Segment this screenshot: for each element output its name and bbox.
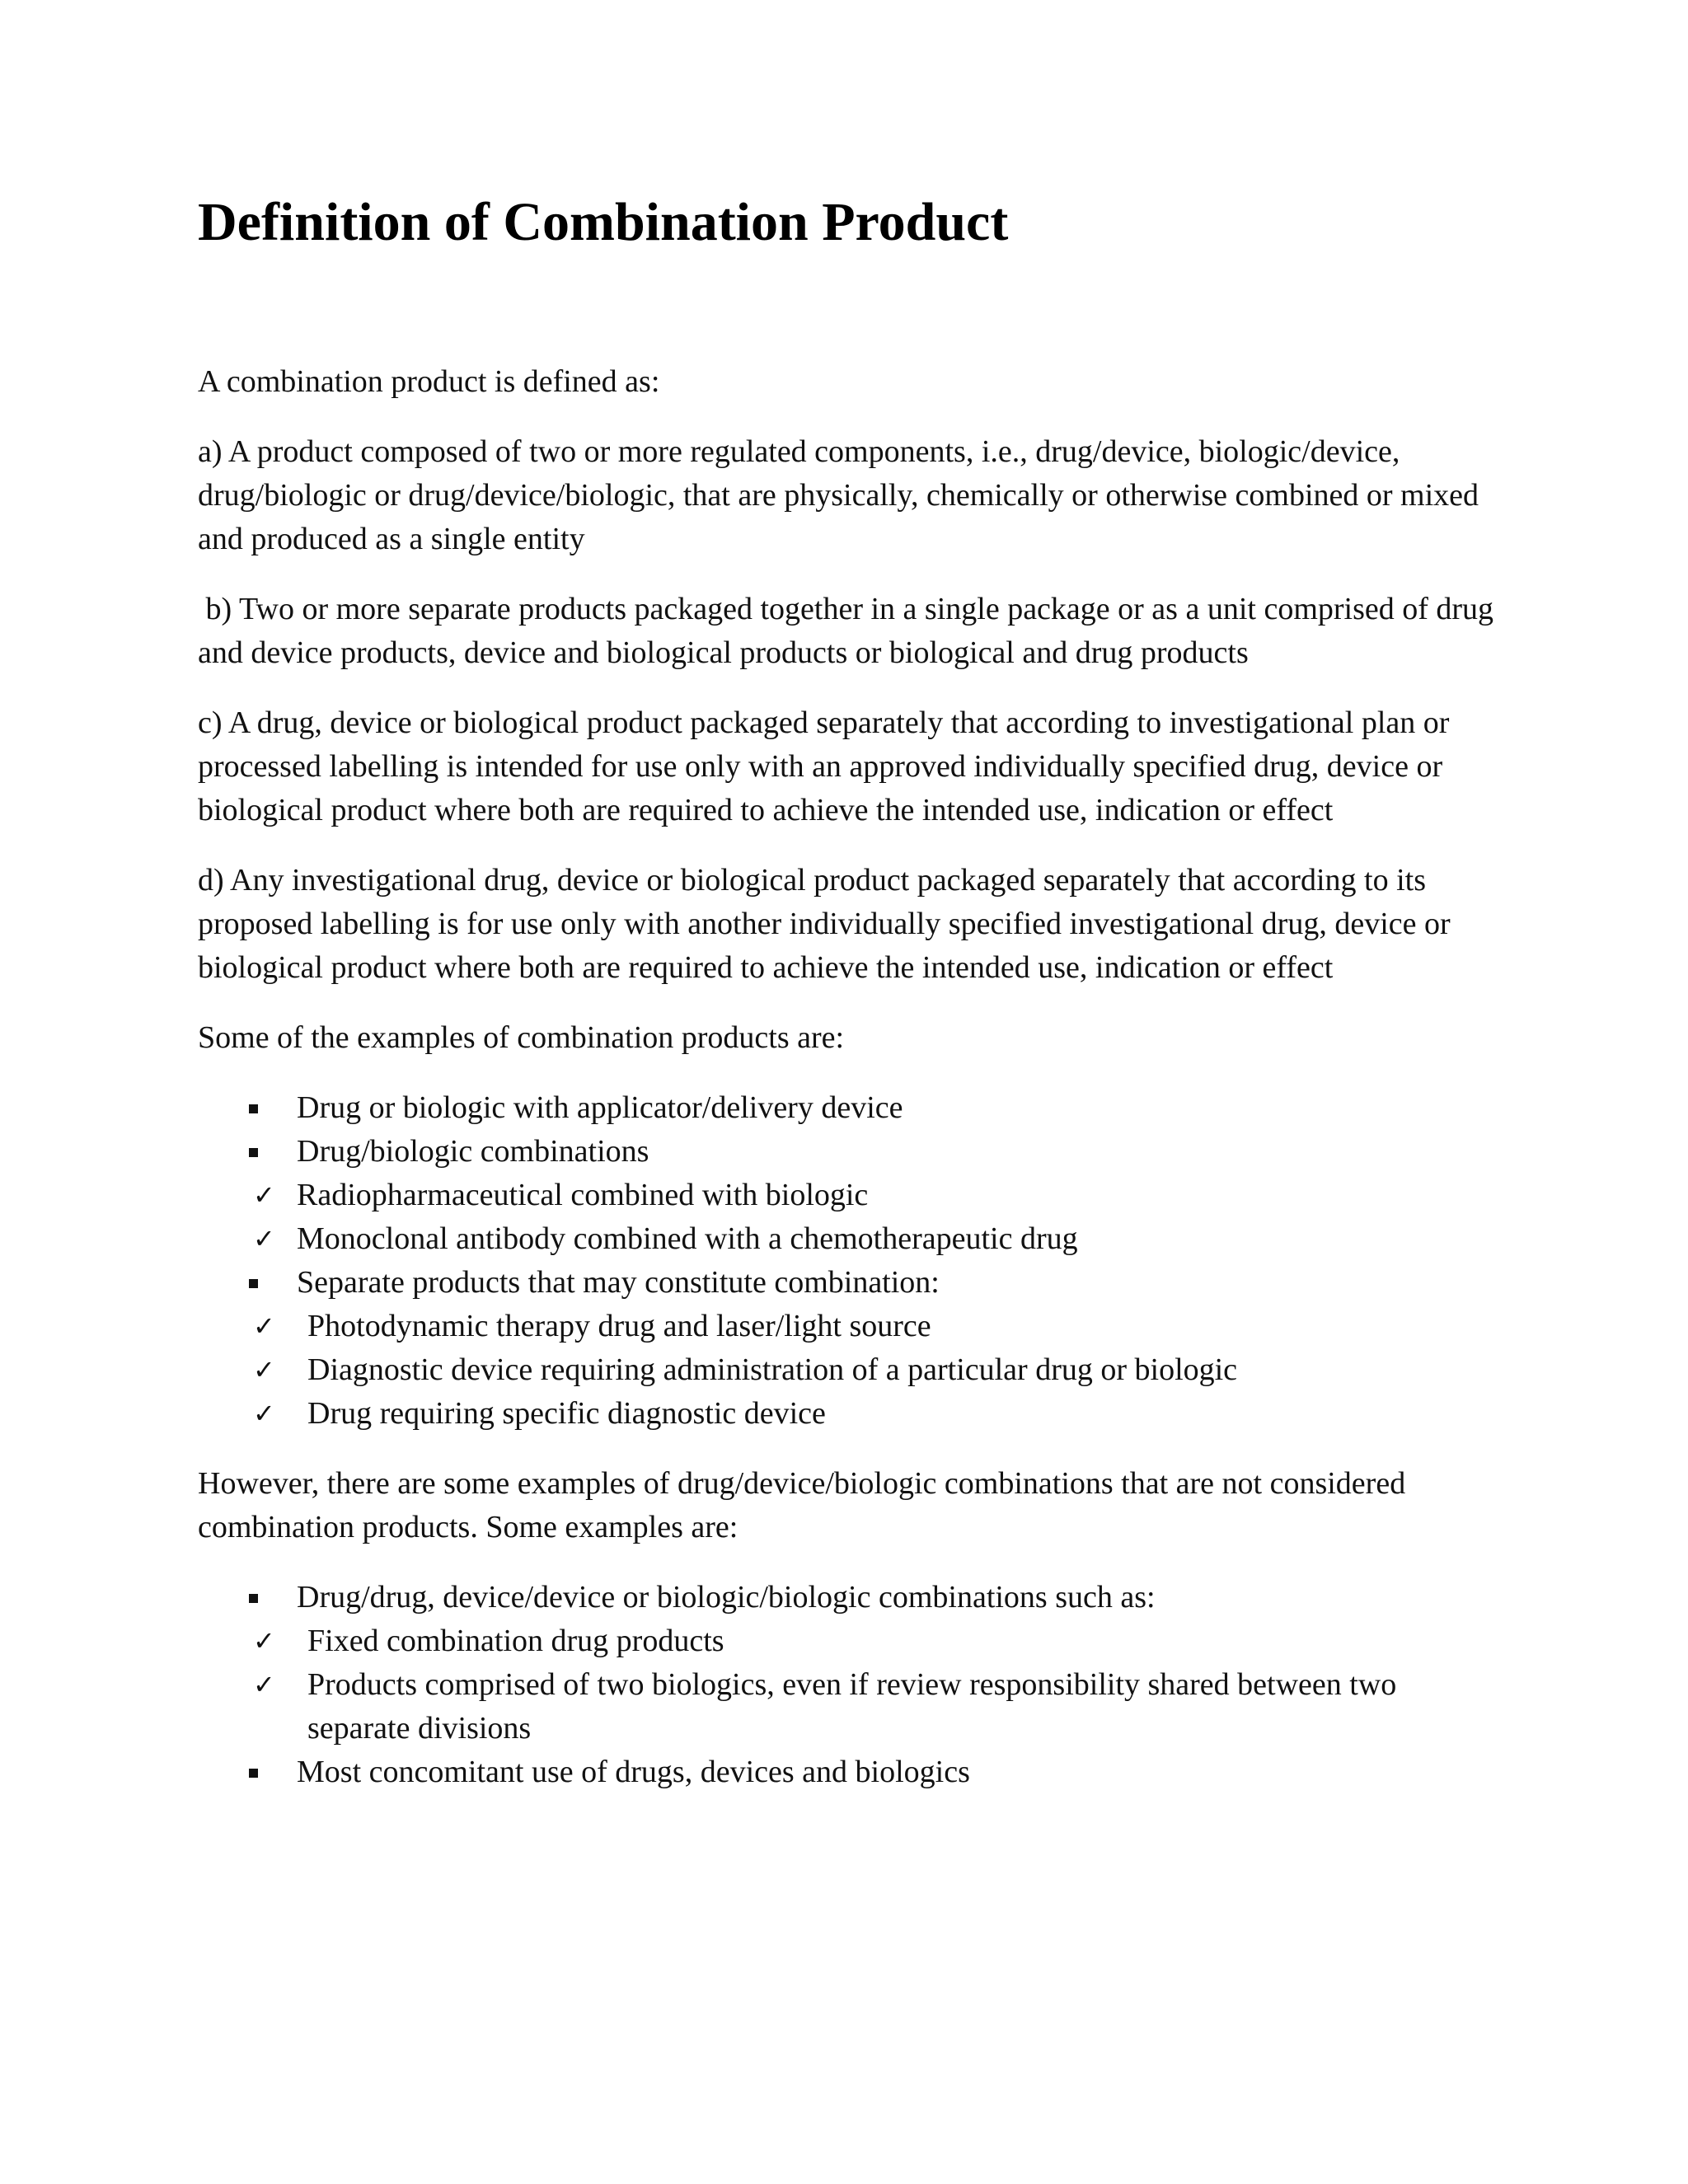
checkmark-icon: ✓ (253, 1310, 275, 1343)
sub-list-item-label: Monoclonal antibody combined with a chemotherapeutic drug (297, 1221, 1078, 1257)
list-item-label: Drug or biologic with applicator/delivery device (297, 1090, 903, 1126)
sub-list-item (198, 1619, 1500, 1663)
list-item (198, 1130, 1500, 1174)
document-page (198, 190, 1500, 1821)
sub-list-item (198, 1174, 1500, 1217)
definition-a: a) A product composed of two or more regulated components, i.e., drug/device, biologic/device, drug/biologic or drug/device/biologic, that are physically, chemically or otherwise combined or mixed and produced as a single entity (198, 434, 1479, 557)
examples-list (198, 1086, 1500, 1436)
sub-list-item-label: Fixed combination drug products (307, 1624, 724, 1659)
list-item (198, 1261, 1500, 1305)
list-item-label: Separate products that may constitute combination: (297, 1265, 940, 1301)
non-examples-list (198, 1576, 1500, 1794)
sub-list-item-label: Radiopharmaceutical combined with biologic (297, 1178, 869, 1213)
sub-list-item-label: Products comprised of two biologics, even if review responsibility shared between two separate divisions (307, 1667, 1397, 1746)
sub-list-item-label: Diagnostic device requiring administration of a particular drug or biologic (307, 1352, 1238, 1388)
sub-list-item (198, 1663, 1500, 1750)
list-item (198, 1750, 1500, 1794)
sub-list-item (198, 1348, 1500, 1392)
list-item-label: Most concomitant use of drugs, devices and biologics (297, 1755, 970, 1790)
checkmark-icon: ✓ (253, 1223, 275, 1255)
definition-d: d) Any investigational drug, device or biological product packaged separately that according to its proposed labelling is for use only with another individually specified investigational drug, device or biological product where both are required to achieve the intended use, indication or effect (198, 863, 1451, 986)
sub-list-item (198, 1217, 1500, 1261)
list-item-label: Drug/biologic combinations (297, 1134, 649, 1169)
list-item (198, 1576, 1500, 1619)
sub-list-item (198, 1392, 1500, 1436)
square-bullet-icon (249, 1594, 258, 1603)
checkmark-icon: ✓ (253, 1179, 275, 1212)
checkmark-icon: ✓ (253, 1669, 275, 1701)
definition-b: b) Two or more separate products packaged together in a single package or as a unit comprised of drug and device products, device and biological products or biological and drug products (198, 592, 1502, 671)
square-bullet-icon (249, 1769, 258, 1778)
square-bullet-icon (249, 1104, 258, 1113)
checkmark-icon: ✓ (253, 1398, 275, 1430)
sub-list-item-label: Drug requiring specific diagnostic device (307, 1396, 826, 1432)
checkmark-icon: ✓ (253, 1354, 275, 1386)
list-item (198, 1086, 1500, 1130)
sub-list-item (198, 1305, 1500, 1348)
definition-intro: A combination product is defined as: (198, 364, 660, 400)
page-title: Definition of Combination Product (198, 192, 1009, 252)
checkmark-icon: ✓ (253, 1625, 275, 1657)
examples-intro: Some of the examples of combination products are: (198, 1020, 845, 1056)
definition-c: c) A drug, device or biological product packaged separately that according to investigational plan or processed labelling is intended for use only with an approved individually specified drug, device or biological product where both are required to achieve the intended use, indication or effect (198, 705, 1450, 828)
non-examples-intro: However, there are some examples of drug/device/biologic combinations that are not considered combination products. Some examples are: (198, 1466, 1406, 1545)
square-bullet-icon (249, 1148, 258, 1157)
square-bullet-icon (249, 1279, 258, 1288)
sub-list-item-label: Photodynamic therapy drug and laser/light source (307, 1309, 931, 1344)
list-item-label: Drug/drug, device/device or biologic/biologic combinations such as: (297, 1580, 1156, 1615)
